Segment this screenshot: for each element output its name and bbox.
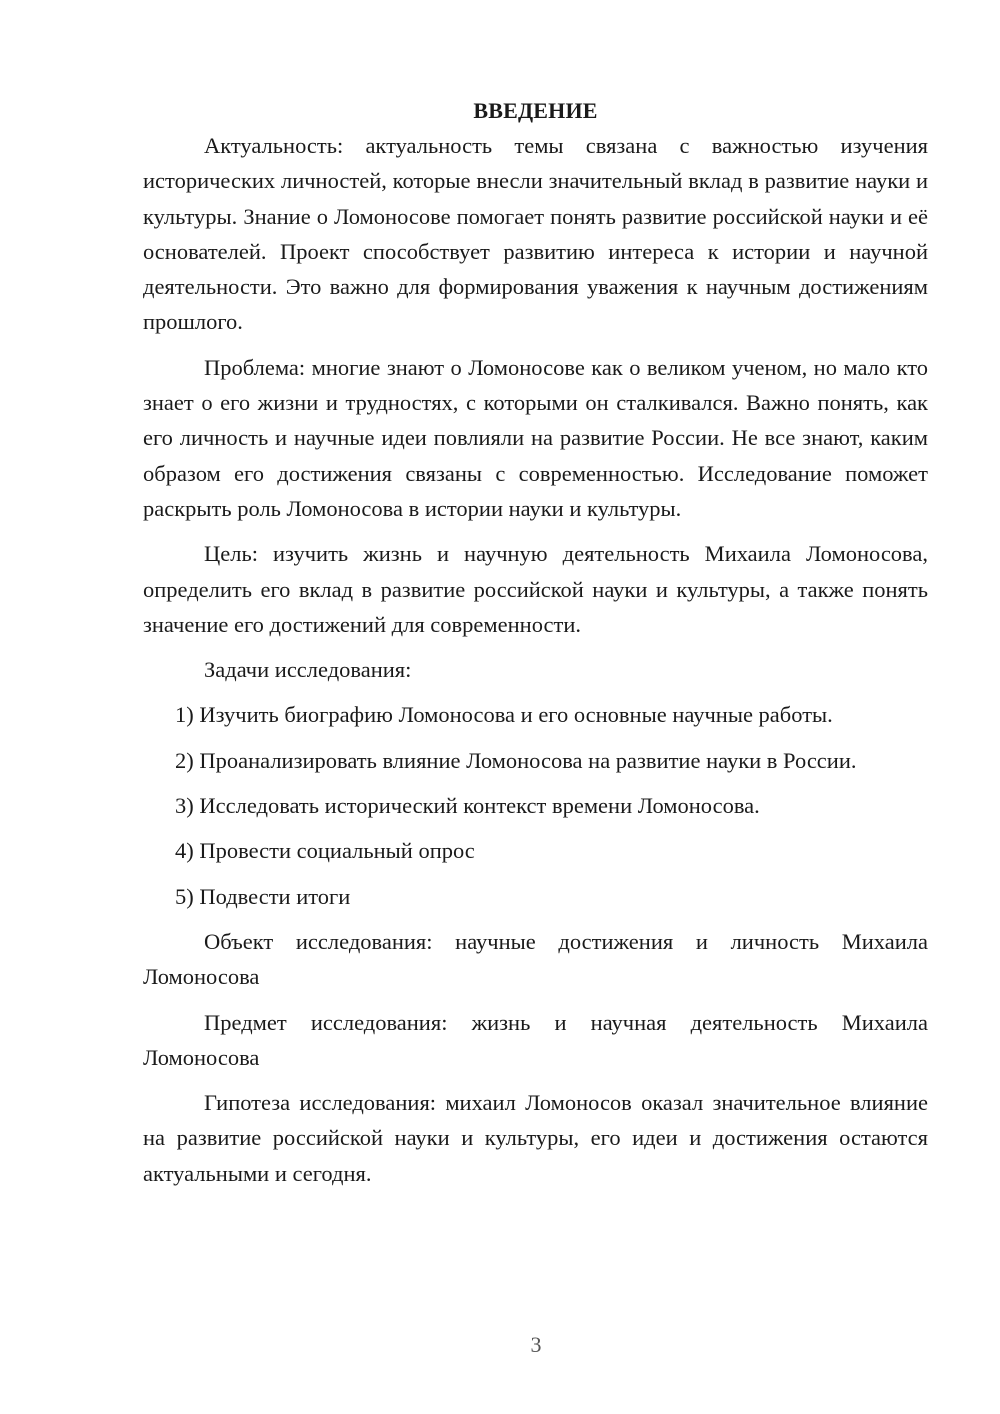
document-title: ВВЕДЕНИЕ [473,98,598,123]
document-page [143,93,928,1191]
page-number: 3 [530,1332,542,1357]
paragraph-hypothesis: Гипотеза исследования: михаил Ломоносов оказал значительное влияние на развитие российской науки и культуры, его идеи и достижения остаются актуальными и сегодня. [143,1090,928,1186]
paragraph-subject: Предмет исследования: жизнь и научная деятельность Михаила Ломоносова [143,1009,928,1070]
paragraph-tasks-heading: Задачи исследования: [204,657,412,683]
paragraph-object: Объект исследования: научные достижения и личность Михаила Ломоносова [143,928,928,990]
task-item-3: 3) Исследовать исторический контекст времени Ломоносова. [175,793,760,819]
task-item-5: 5) Подвести итоги [175,883,351,909]
task-item-1: 1) Изучить биографию Ломоносова и его основные научные работы. [175,702,833,728]
paragraph-relevance: Актуальность: актуальность темы связана с важностью изучения исторических личностей, которые внесли значительный вклад в развитие науки и культуры. Знание о Ломоносове помогает понять развитие российской науки и её основателей. Проект способствует развитию интереса к истории и научной деятельности. Это важно для формирования уважения к научным достижениям прошлого. [143,133,928,335]
task-item-4: 4) Провести социальный опрос [175,838,475,864]
task-item-2: 2) Проанализировать влияние Ломоносова на развитие науки в России. [175,747,857,773]
paragraph-goal: Цель: изучить жизнь и научную деятельность Михаила Ломоносова, определить его вклад в развитие российской науки и культуры, а также понять значение его достижений для современности. [143,541,928,637]
paragraph-problem: Проблема: многие знают о Ломоносове как о великом ученом, но мало кто знает о его жизни и трудностях, с которыми он сталкивался. Важно понять, как его личность и научные идеи повлияли на развитие России. Не все знают, каким образом его достижения связаны с современностью. Исследование поможет раскрыть роль Ломоносова в истории науки и культуры. [143,354,928,521]
